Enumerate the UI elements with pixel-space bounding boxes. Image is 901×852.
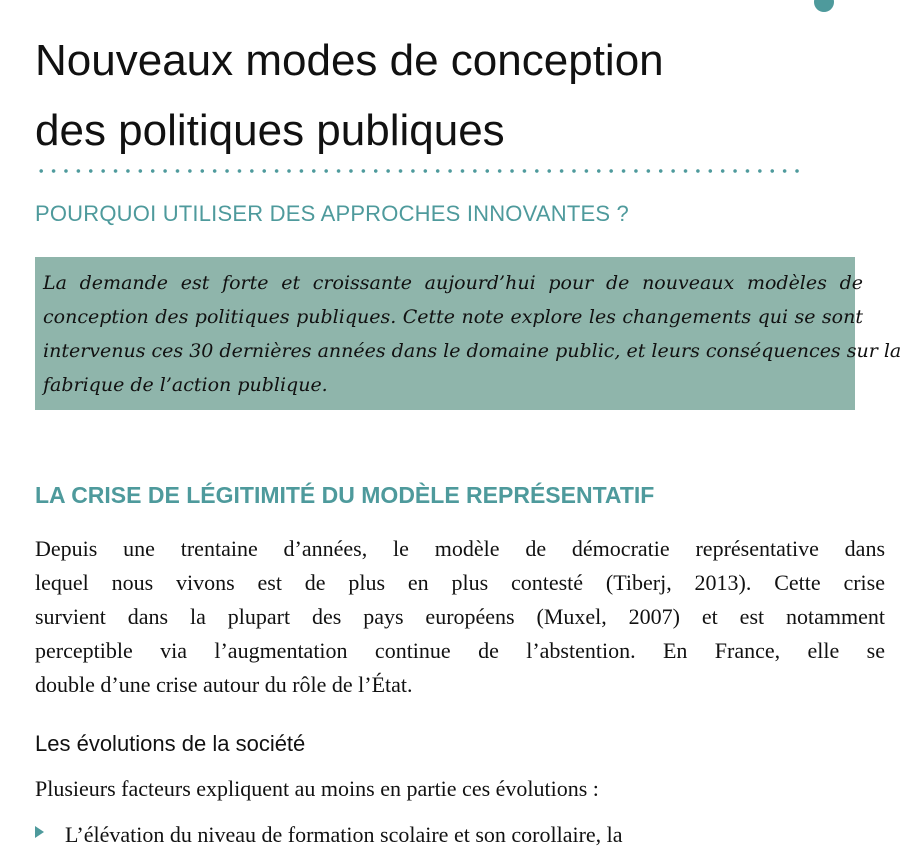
paragraph-line: perceptible via l’augmentation continue de l’abstention. En France, elle se <box>35 638 885 663</box>
abstract-line: conception des politiques publiques. Cette note explore les changements qui se sont <box>43 306 863 328</box>
subsection-heading: Les évolutions de la société <box>35 731 306 756</box>
corner-decoration <box>814 0 834 12</box>
paragraph-line: Depuis une trentaine d’années, le modèle de démocratie représentative dans <box>35 536 885 561</box>
subsection-paragraph: Plusieurs facteurs expliquent au moins en partie ces évolutions : <box>35 776 599 801</box>
title-line-2: des politiques publiques <box>35 106 505 155</box>
section-paragraph <box>35 532 885 702</box>
title-line-1: Nouveaux modes de conception <box>35 36 664 85</box>
list-item <box>35 818 835 848</box>
document-title <box>35 26 664 166</box>
list-item-text: L’élévation du niveau de formation scolaire et son corollaire, la <box>65 822 623 847</box>
paragraph-line: lequel nous vivons est de plus en plus contesté (Tiberj, 2013). Cette crise <box>35 570 885 595</box>
paragraph-line: double d’une crise autour du rôle de l’État. <box>35 672 413 697</box>
abstract-box <box>35 257 901 410</box>
triangle-bullet-icon <box>35 826 44 838</box>
abstract-line: La demande est forte et croissante aujourd’hui pour de nouveaux modèles de <box>43 272 863 294</box>
paragraph-line: survient dans la plupart des pays européens (Muxel, 2007) et est notamment <box>35 604 885 629</box>
abstract-line: fabrique de l’action publique. <box>43 374 328 396</box>
abstract-line: intervenus ces 30 dernières années dans le domaine public, et leurs conséquences sur la <box>43 340 901 362</box>
section-heading: LA CRISE DE LÉGITIMITÉ DU MODÈLE REPRÉSENTATIF <box>35 482 655 508</box>
document-subtitle: POURQUOI UTILISER DES APPROCHES INNOVANTES ? <box>35 201 629 226</box>
dotted-divider <box>35 168 805 174</box>
